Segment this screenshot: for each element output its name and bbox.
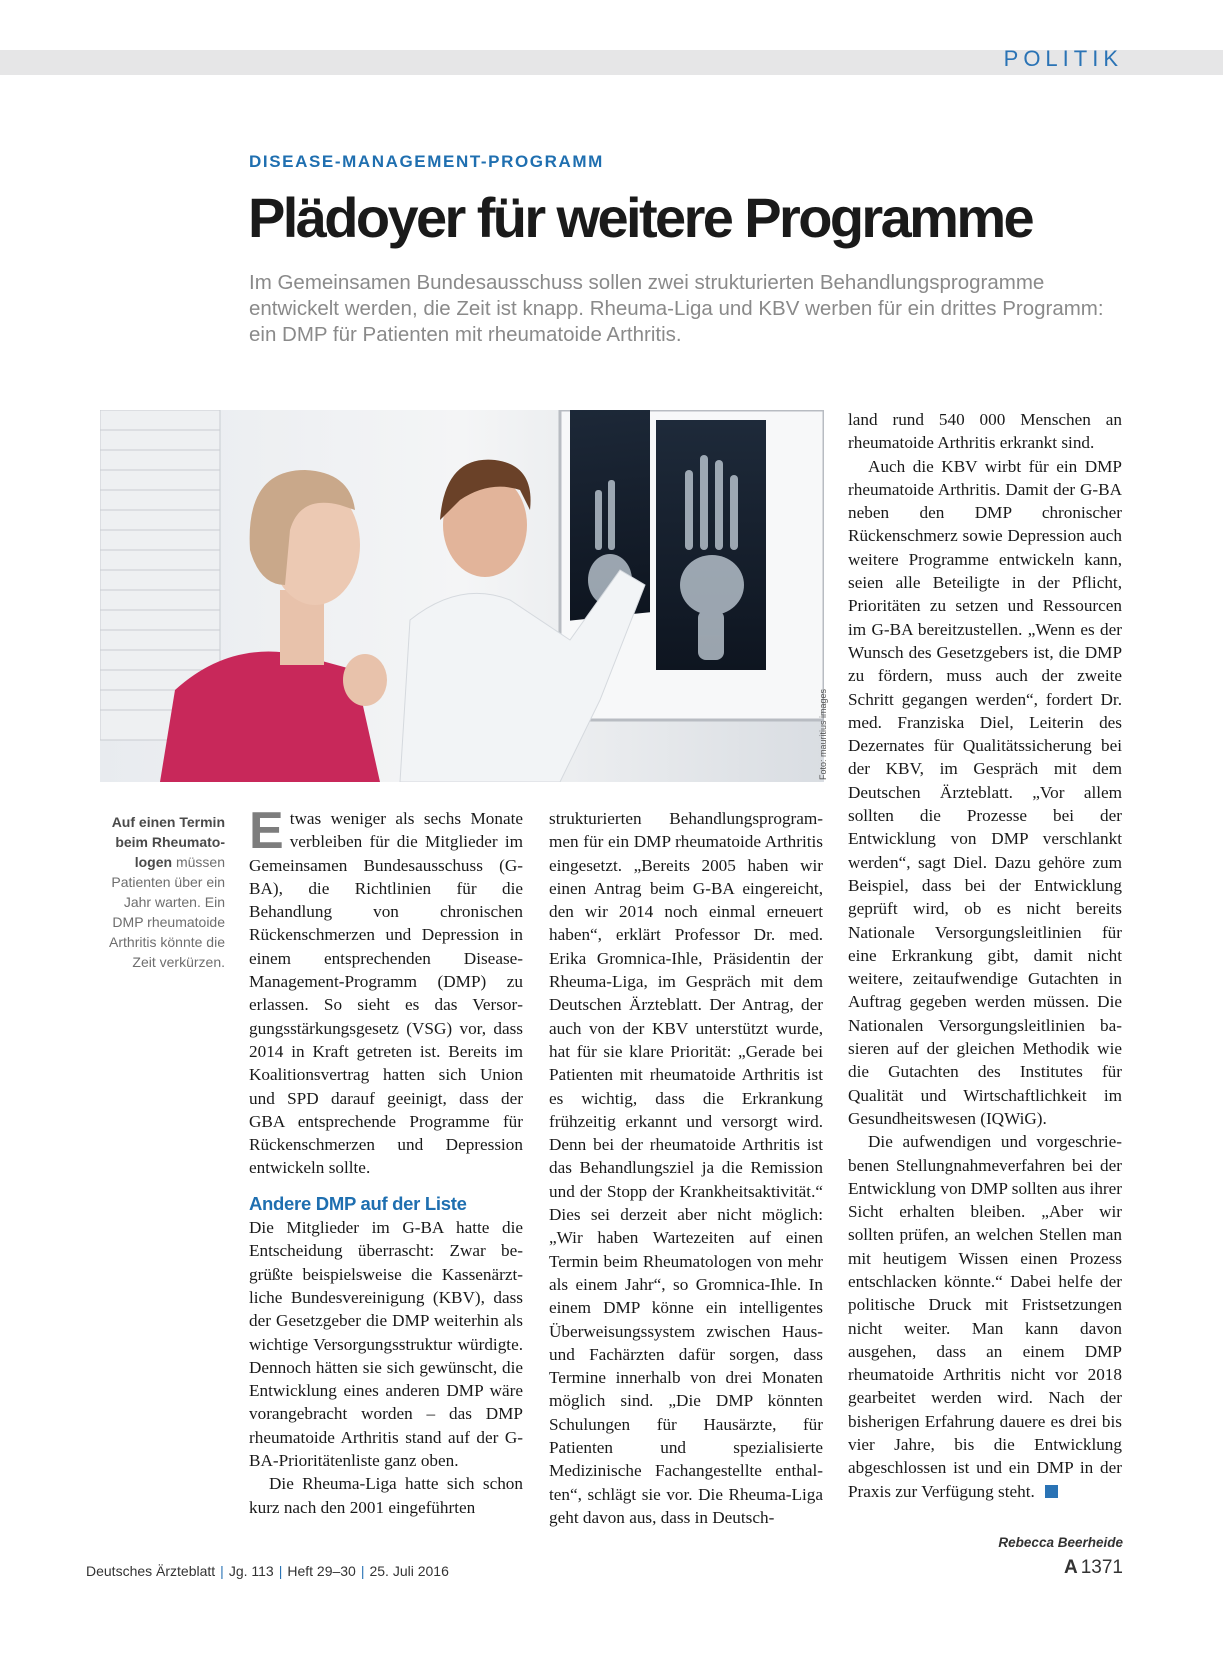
column-3 xyxy=(848,408,1122,1503)
publication-name: Deutsches Ärzteblatt xyxy=(86,1563,216,1579)
page-letter: A xyxy=(1063,1557,1078,1578)
section-label: POLITIK xyxy=(1003,46,1123,71)
paragraph-last xyxy=(848,1130,1122,1503)
paragraph: Die Rheuma-Liga hatte sich schon kurz nach den 2001 eingeführten xyxy=(249,1474,523,1517)
dropcap: E xyxy=(249,802,284,860)
photo-caption xyxy=(100,812,225,972)
column-2 xyxy=(549,807,823,1529)
page-number-value: 1371 xyxy=(1080,1557,1123,1578)
issue: Heft 29–30 xyxy=(287,1563,356,1579)
photo-credit: Foto: mauritius images xyxy=(818,688,828,780)
date: 25. Juli 2016 xyxy=(369,1563,449,1579)
article-lead: Im Gemeinsamen Bundesausschuss sollen zwei strukturierten Behandlungsprogramme entwickelt werden, die Zeit ist knapp. Rheuma-Liga und KBV werben für ein drittes Programm: ein DMP für Patienten mit rheumatoide Arthritis. xyxy=(249,271,1104,346)
divider: | xyxy=(220,1563,224,1579)
caption-text: müssen Patienten über ein Jahr warten. Ein DMP rheumatoide Arthritis könnte die Zeit verkürzen. xyxy=(109,854,225,970)
author: Rebecca Beerheide xyxy=(998,1535,1123,1550)
page-number xyxy=(1064,1557,1123,1579)
paragraph: Die Mitglieder im G-BA hatte die Entscheidung überrascht: Zwar begrüßte beispielsweise die Kassenärztliche Bundesvereinigung (KBV), dass der Gesetzgeber die DMP weiterhin als wichtige Versorgungsstruktur würdigte. Dennoch hätten sie sich gewünscht, die Entwicklung eines anderen DMP wäre vorangebracht worden – das DMP rheumatoide Arthritis stand auf der G-BA-Prioritätenliste ganz oben. xyxy=(249,1218,523,1471)
divider: | xyxy=(360,1563,365,1579)
divider: | xyxy=(278,1563,283,1579)
article-photo xyxy=(100,410,824,782)
article-title: Plädoyer für weitere Programme xyxy=(248,186,1033,249)
subheading: Andere DMP auf der Liste xyxy=(249,1192,467,1214)
paragraph: strukturierten Behandlungsprogrammen für ein DMP rheumatoide Arthritis eingesetzt. „Bereits 2005 haben wir einen Antrag beim G-BA eingereicht, den wir 2014 noch einmal erneuert haben“, erklärt Professor Dr. med. Erika Gromnica-Ihle, Präsidentin der Rheuma-Liga, im Gespräch mit dem Deutschen Ärzteblatt. Der Antrag, der auch von der KBV unterstützt wurde, hat für sie klare Priorität: „Gerade bei Patienten mit rheumatoide Arthritis ist es wichtig, dass die Erkrankung frühzeitig erkannt und versorgt wird. Denn bei der rheumatoide Arthritis ist das Behandlungsziel ja die Remission und der Stopp der Krankheitsaktivität.“ Dies sei derzeit aber nicht möglich: „Wir haben Wartezeiten auf einen Termin beim Rheumatologen von mehr als einem Jahr“, so Gromnica-Ihle. In einem DMP könne ein intelligentes Überweisungssystem zwischen Haus- und Fachärzten dafür sorgen, dass Termine innerhalb von drei Monaten möglich sind. „Die DMP könnten Schulungen für Hausärzte, für Patienten und spezialisierte Medizinische Fachangestellte enthalten“, schlägt sie vor. Die Rheuma-Liga geht davon aus, dass in Deutsch- xyxy=(549,809,823,1527)
column-1 xyxy=(249,802,523,1519)
caption-bold: Auf einen Termin beim Rheumatologen xyxy=(111,814,225,870)
paragraph-text: twas weniger als sechs Monate verbleiben für die Mitglieder im Gemeinsamen Bundesausschuss (G-BA), die Richtlinien für die Behandlung von chronischen Rückenschmerzen und Depression in einem entsprechenden Disease-Management-Programm (DMP) zu erlassen. So sieht es das Versorgungsstärkungsgesetz (VSG) vor, dass 2014 in Kraft getreten ist. Bereits im Koalitionsvertrag hatten sich Union und SPD darauf geeinigt, dass der GBA entsprechende Programme für Rückenschmerzen und Depression entwickeln sollte. xyxy=(249,809,523,1178)
paragraph xyxy=(249,802,523,1180)
footer-publication-info xyxy=(86,1563,449,1579)
paragraph: land rund 540 000 Menschen an rheumatoide Arthritis erkrankt sind. xyxy=(848,410,1122,453)
paragraph-text: Die aufwendigen und vorgeschriebenen Stellungnahmeverfahren bei der Entwicklung von DMP sollten aus ihrer Sicht erhalten bleiben. „Aber wir sollten prüfen, an welchen Stellen man mit heutigem Wissen einen Prozess entschlacken könnte.“ Dabei helfe der politische Druck mit Fristsetzungen nicht weiter. Man kann davon ausgehen, dass an einem DMP rheumatoide Arthritis nicht vor 2018 gearbeitet werden wird. Nach der bisherigen Erfahrung dauere es drei bis vier Jahre, bis die Entwicklung abgeschlossen ist und ein DMP in der Praxis zur Verfügung steht. xyxy=(848,1132,1122,1501)
paragraph: Auch die KBV wirbt für ein DMP rheumatoide Arthritis. Damit der G-BA neben den DMP chronischer Rückenschmerz sowie Depression auch weitere Programme entwickeln kann, seien alle Beteiligte in der Pflicht, Prioritäten zu setzen und Ressourcen im G-BA bereitzustellen. „Wenn es der Wunsch des Gesetzgebers ist, die DMP zu fördern, muss auch der zweite Schritt gegangen werden“, fordert Dr. med. Franziska Diel, Leiterin des Dezernates für Qualitätssicherung bei der KBV, im Gespräch mit dem Deutschen Ärzteblatt. „Vor allem sollten die Prozesse bei der Entwicklung von DMP verschlankt werden“, sagt Diel. Dazu gehöre zum Beispiel, dass bei der Entwicklung geprüft wird, ob es nicht bereits Nationale Versorgungsleitlinien für eine Erkrankung gibt, damit nicht weitere, zeitaufwendige Gutachten in Auftrag gegeben werden müssen. Die Nationalen Versorgungsleitlinien basieren auf der gleichen Methodik wie die Gutachten des Institutes für Qualität und Wirtschaftlichkeit im Gesundheitswesen (IQWiG). xyxy=(848,456,1122,1128)
article-kicker: DISEASE-MANAGEMENT-PROGRAMM xyxy=(249,152,604,171)
end-mark-icon xyxy=(1045,1485,1058,1498)
volume: Jg. 113 xyxy=(228,1563,274,1579)
